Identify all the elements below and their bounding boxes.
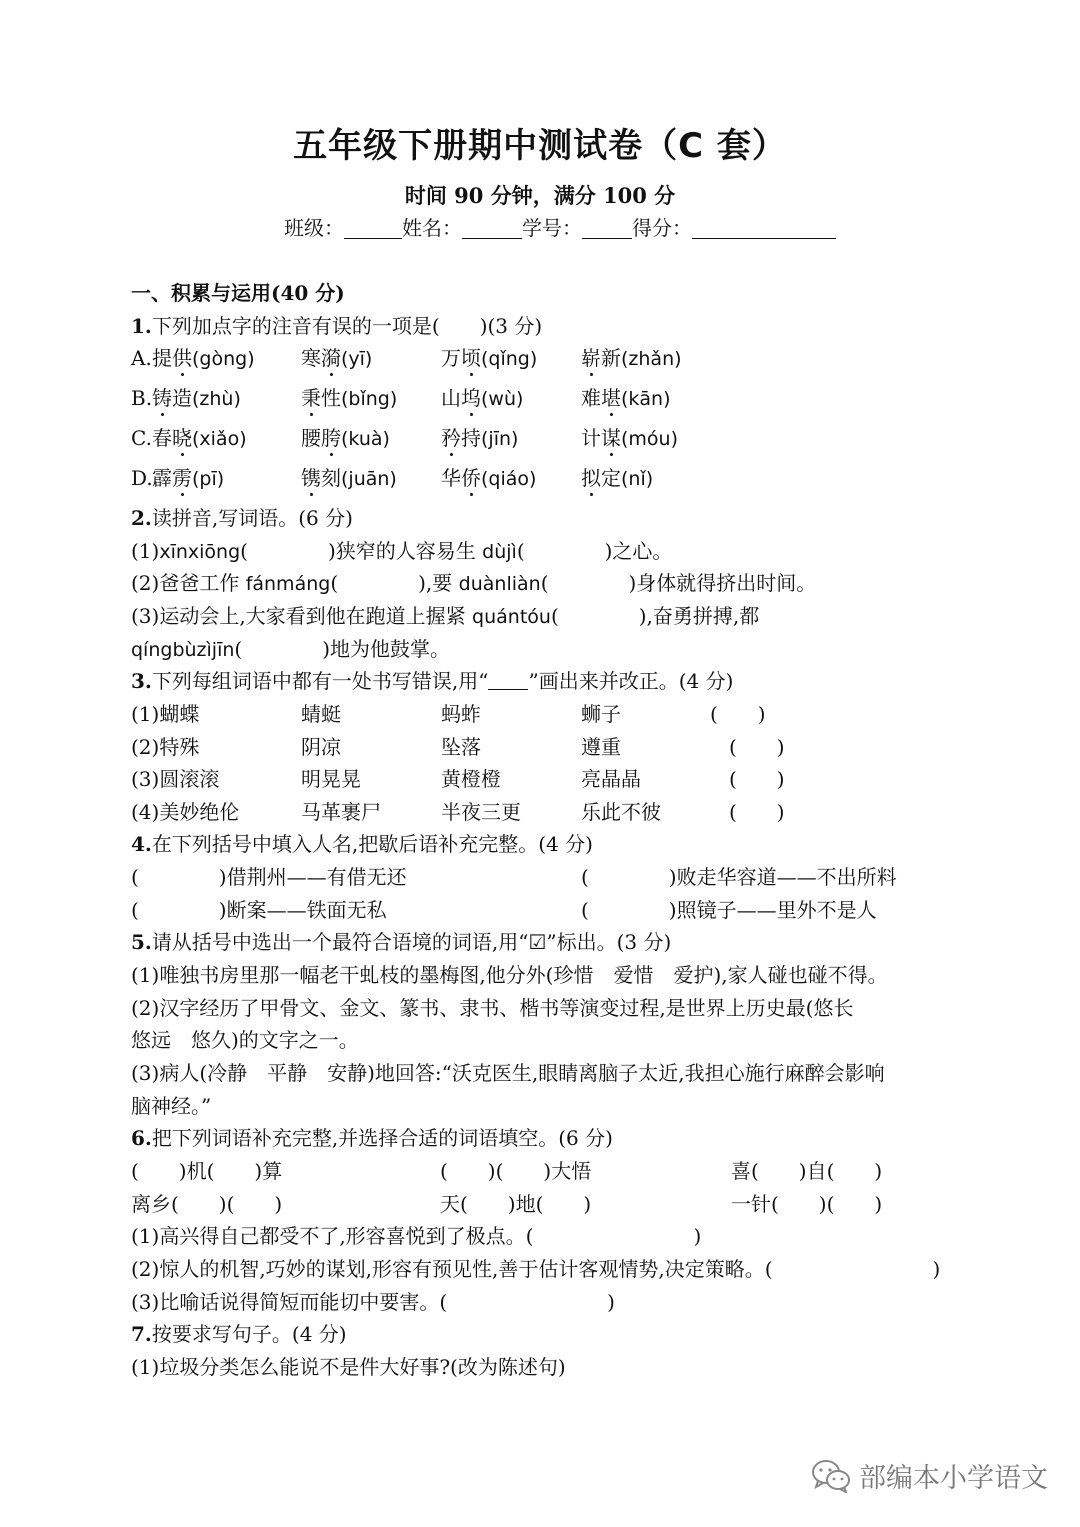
option-item: 腰胯(kuà) [301, 426, 390, 450]
list-item: 蛳子 [581, 702, 621, 726]
q2-line-3: (3)运动会上,大家看到他在跑道上握紧 quántóu( ),奋勇拼搏,都 [131, 604, 760, 628]
score-blank[interactable] [692, 218, 836, 239]
question-text: 把下列词语补充完整,并选择合适的词语填空。(6 分) [151, 1126, 613, 1150]
option-label-c: C. [131, 426, 152, 450]
list-item: (4)美妙绝伦 [131, 800, 240, 824]
list-item: 马革裹尸 [301, 800, 381, 824]
xiehouyu-item[interactable]: ( )借荆州——有借无还 [131, 865, 407, 889]
q5-line: (1)唯独书房里那一幅老干虬枝的墨梅图,他分外(珍惜 爱惜 爱护),家人碰也碰不得。 [131, 963, 888, 987]
idiom-blank[interactable]: 喜( )自( ) [731, 1159, 883, 1183]
list-item: (2)特殊 [131, 735, 200, 759]
underline-sample [488, 671, 528, 690]
q2-line-4: qíngbùzìjīn( )地为他鼓掌。 [131, 637, 451, 661]
question-7 [131, 1322, 347, 1346]
fill-item[interactable]: (3)比喻话说得简短而能切中要害。( ) [131, 1290, 615, 1314]
xiehouyu-item[interactable]: ( )败走华容道——不出所料 [581, 865, 897, 889]
list-item: 乐此不彼 [581, 800, 661, 824]
option-label-b: B. [131, 386, 153, 410]
score-label: 得分： [632, 216, 692, 240]
option-item: 春晓(xiǎo) [152, 426, 247, 450]
idiom-blank[interactable]: 一针( )( ) [731, 1192, 883, 1216]
number-blank[interactable] [582, 218, 632, 239]
option-item: 铸造(zhù) [152, 386, 241, 410]
option-item: 万顷(qǐng) [441, 346, 538, 370]
question-number: 2. [131, 506, 152, 530]
q2-line-2: (2)爸爸工作 fánmáng( ),要 duànliàn( )身体就得挤出时间。 [131, 571, 817, 595]
idiom-blank[interactable]: ( )( )大悟 [440, 1159, 592, 1183]
question-6 [131, 1126, 613, 1150]
list-item: 半夜三更 [441, 800, 521, 824]
list-item: 明晃晃 [301, 767, 361, 791]
number-label: 学号： [522, 216, 582, 240]
option-item: 山坞(wù) [441, 386, 524, 410]
answer-blank[interactable]: ( ) [729, 800, 785, 824]
question-number: 4. [131, 832, 152, 856]
page-title: 五年级下册期中测试卷（C 套） [293, 126, 787, 166]
option-item: 提供(gòng) [152, 346, 255, 370]
option-item: 镌刻(juān) [301, 466, 397, 490]
question-3 [131, 669, 733, 693]
list-item: 阴凉 [301, 735, 341, 759]
option-item: 秉性(bǐng) [301, 386, 398, 410]
option-item: 华侨(qiáo) [441, 466, 537, 490]
class-label: 班级： [284, 216, 344, 240]
q5-line: 脑神经。” [131, 1094, 212, 1118]
q5-line: 悠远 悠久)的文字之一。 [131, 1028, 359, 1052]
question-text: 下列加点字的注音有误的一项是( )(3 分) [151, 314, 543, 338]
list-item: 坠落 [441, 735, 481, 759]
question-2 [131, 506, 353, 530]
list-item: 蚂蚱 [441, 702, 481, 726]
option-label-a: A. [131, 346, 152, 370]
q7-line-1: (1)垃圾分类怎么能说不是件大好事?(改为陈述句) [131, 1355, 566, 1379]
fill-item[interactable]: (1)高兴得自己都受不了,形容喜悦到了极点。( ) [131, 1224, 702, 1248]
answer-blank[interactable]: ( ) [729, 735, 785, 759]
option-label-d: D. [131, 466, 153, 490]
question-text: 请从括号中选出一个最符合语境的词语,用“☑”标出。(3 分) [151, 930, 672, 954]
class-blank[interactable] [344, 218, 402, 239]
question-number: 5. [131, 930, 152, 954]
xiehouyu-item[interactable]: ( )照镜子——里外不是人 [581, 898, 877, 922]
option-item: 计谋(móu) [581, 426, 678, 450]
idiom-blank[interactable]: ( )机( )算 [131, 1159, 283, 1183]
question-text: 按要求写句子。(4 分) [151, 1322, 347, 1346]
question-text: 读拼音,写词语。(6 分) [151, 506, 353, 530]
q5-line: (3)病人(冷静 平静 安静)地回答:“沃克医生,眼睛离脑子太近,我担心施行麻醉会影响 [131, 1061, 885, 1085]
exam-time-info: 时间 90 分钟，满分 100 分 [404, 183, 676, 208]
question-1 [131, 314, 542, 338]
option-item: 拟定(nǐ) [581, 466, 654, 490]
question-number: 7. [131, 1322, 152, 1346]
watermark [811, 1456, 1048, 1495]
answer-blank[interactable]: ( ) [729, 767, 785, 791]
list-item: (3)圆滚滚 [131, 767, 220, 791]
fill-item[interactable]: (2)惊人的机智,巧妙的谋划,形容有预见性,善于估计客观情势,决定策略。( ) [131, 1257, 941, 1281]
option-item: 霹雳(pī) [152, 466, 225, 490]
question-number: 6. [131, 1126, 152, 1150]
question-number: 3. [131, 669, 152, 693]
xiehouyu-item[interactable]: ( )断案——铁面无私 [131, 898, 387, 922]
idiom-blank[interactable]: 天( )地( ) [440, 1192, 592, 1216]
list-item: (1)蝴蝶 [131, 702, 200, 726]
question-text: 在下列括号中填入人名,把歇后语补充完整。(4 分) [151, 832, 593, 856]
wechat-icon [811, 1459, 851, 1493]
idiom-blank[interactable]: 离乡( )( ) [131, 1192, 283, 1216]
option-item: 矜持(jīn) [441, 426, 519, 450]
question-4 [131, 832, 593, 856]
list-item: 黄橙橙 [441, 767, 501, 791]
question-number: 1. [131, 314, 152, 338]
option-item: 崭新(zhǎn) [581, 346, 682, 370]
watermark-text: 部编本小学语文 [859, 1463, 1048, 1494]
section-heading: 一、积累与运用(40 分) [131, 281, 345, 305]
q2-line-1: (1)xīnxiōng( )狭窄的人容易生 dùjì( )之心。 [131, 539, 673, 563]
name-label: 姓名： [402, 216, 462, 240]
list-item: 遵重 [581, 735, 621, 759]
q5-line: (2)汉字经历了甲骨文、金文、篆书、隶书、楷书等演变过程,是世界上历史最(悠长 [131, 996, 854, 1020]
list-item: 蜻蜓 [301, 702, 341, 726]
list-item: 亮晶晶 [581, 767, 641, 791]
option-item: 寒漪(yī) [301, 346, 373, 370]
option-item: 难堪(kān) [581, 386, 671, 410]
question-text: 下列每组词语中都有一处书写错误,用“ [151, 669, 489, 693]
question-text: ”画出来并改正。(4 分) [528, 669, 734, 693]
answer-blank[interactable]: ( ) [710, 702, 766, 726]
question-5 [131, 930, 671, 954]
student-info-line [284, 212, 836, 241]
name-blank[interactable] [462, 218, 522, 239]
